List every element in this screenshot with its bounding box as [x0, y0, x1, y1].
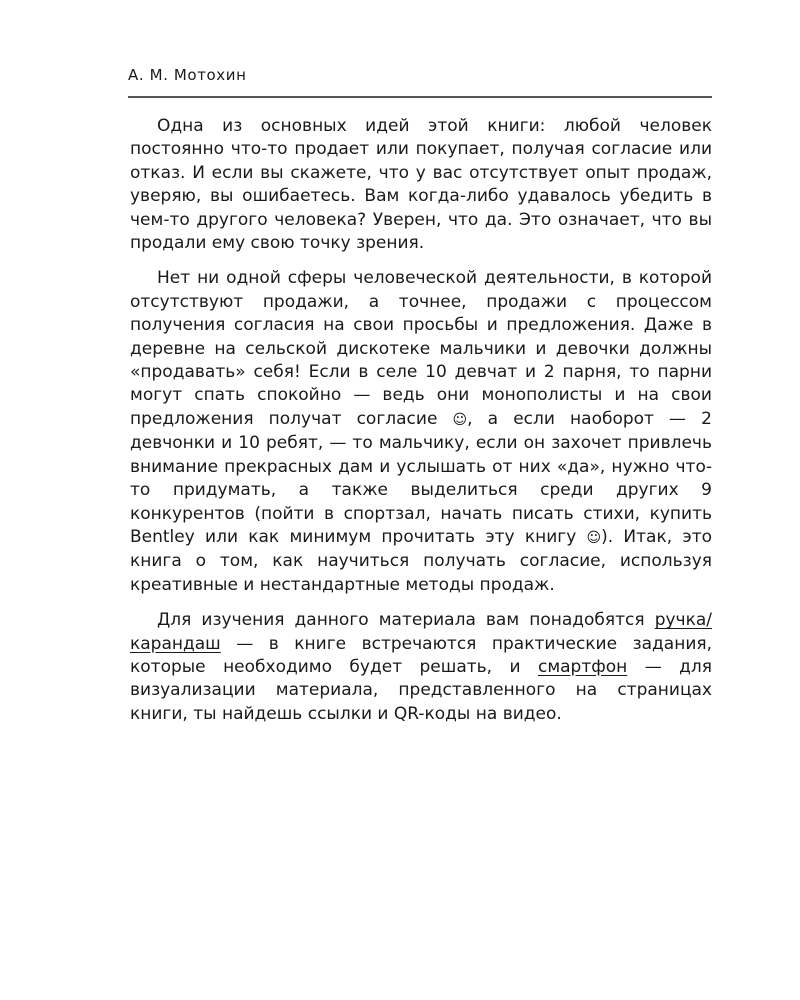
paragraph-2-text-a: Нет ни одной сферы человеческой деятельности, в которой отсутствуют продажи, а точнее, продажи с процессом получения согласия на свои просьбы и предложения. Даже в деревне на сельской дискотеке мальчики и девочки должны «продавать» себя! Если в селе 10 девчат и 2 парня, то парни могут спать спокойно — ведь они монополисты и на свои предложения получат согласие — [130, 268, 712, 429]
paragraph-2-text-c: ). Итак, это книга о том, как научиться получать согласие, используя креативные и нестандартные методы продаж. — [130, 526, 713, 595]
smiley-icon: ☺ — [586, 529, 602, 546]
paragraph-2-text-b: , а если наоборот — 2 девчонки и 10 ребят, — то мальчику, если он захочет привлечь внимание прекрасных дам и услышать от них «да», нужно что-то придумать, а также выделиться среди других 9 конкурентов (пойти в спортзал, начать писать стихи, купить Bentley или как минимум прочитать эту книгу — [130, 408, 712, 547]
page-body — [130, 115, 712, 738]
smartphone-term: смартфон — [537, 656, 628, 677]
paragraph-3 — [130, 609, 712, 726]
running-head-author: А. М. Мотохин — [128, 66, 247, 84]
pen-pencil-term: ручка/карандаш — [130, 610, 712, 654]
paragraph-3-text-c: — для визуализации материала, представленного на страницах книги, ты найдешь ссылки и QR-коды на видео. — [130, 656, 713, 724]
paragraph-2 — [130, 267, 712, 597]
paragraph-3-text-b: — в книге встречаются практические задания, которые необходимо будет решать, и — [130, 633, 712, 677]
paragraph-3-text-a: Для изучения данного материала вам понадобятся — [157, 610, 655, 631]
paragraph-1: Одна из основных идей этой книги: любой человек постоянно что-то продает или покупает, получая согласие или отказ. И если вы скажете, что у вас отсутствует опыт продаж, уверяю, вы ошибаетесь. Вам когда-либо удавалось убедить в чем-то другого человека? Уверен, что да. Это означает, что вы продали ему свою точку зрения. — [130, 116, 712, 254]
header-rule — [128, 96, 712, 98]
smiley-icon: ☺ — [452, 411, 468, 428]
